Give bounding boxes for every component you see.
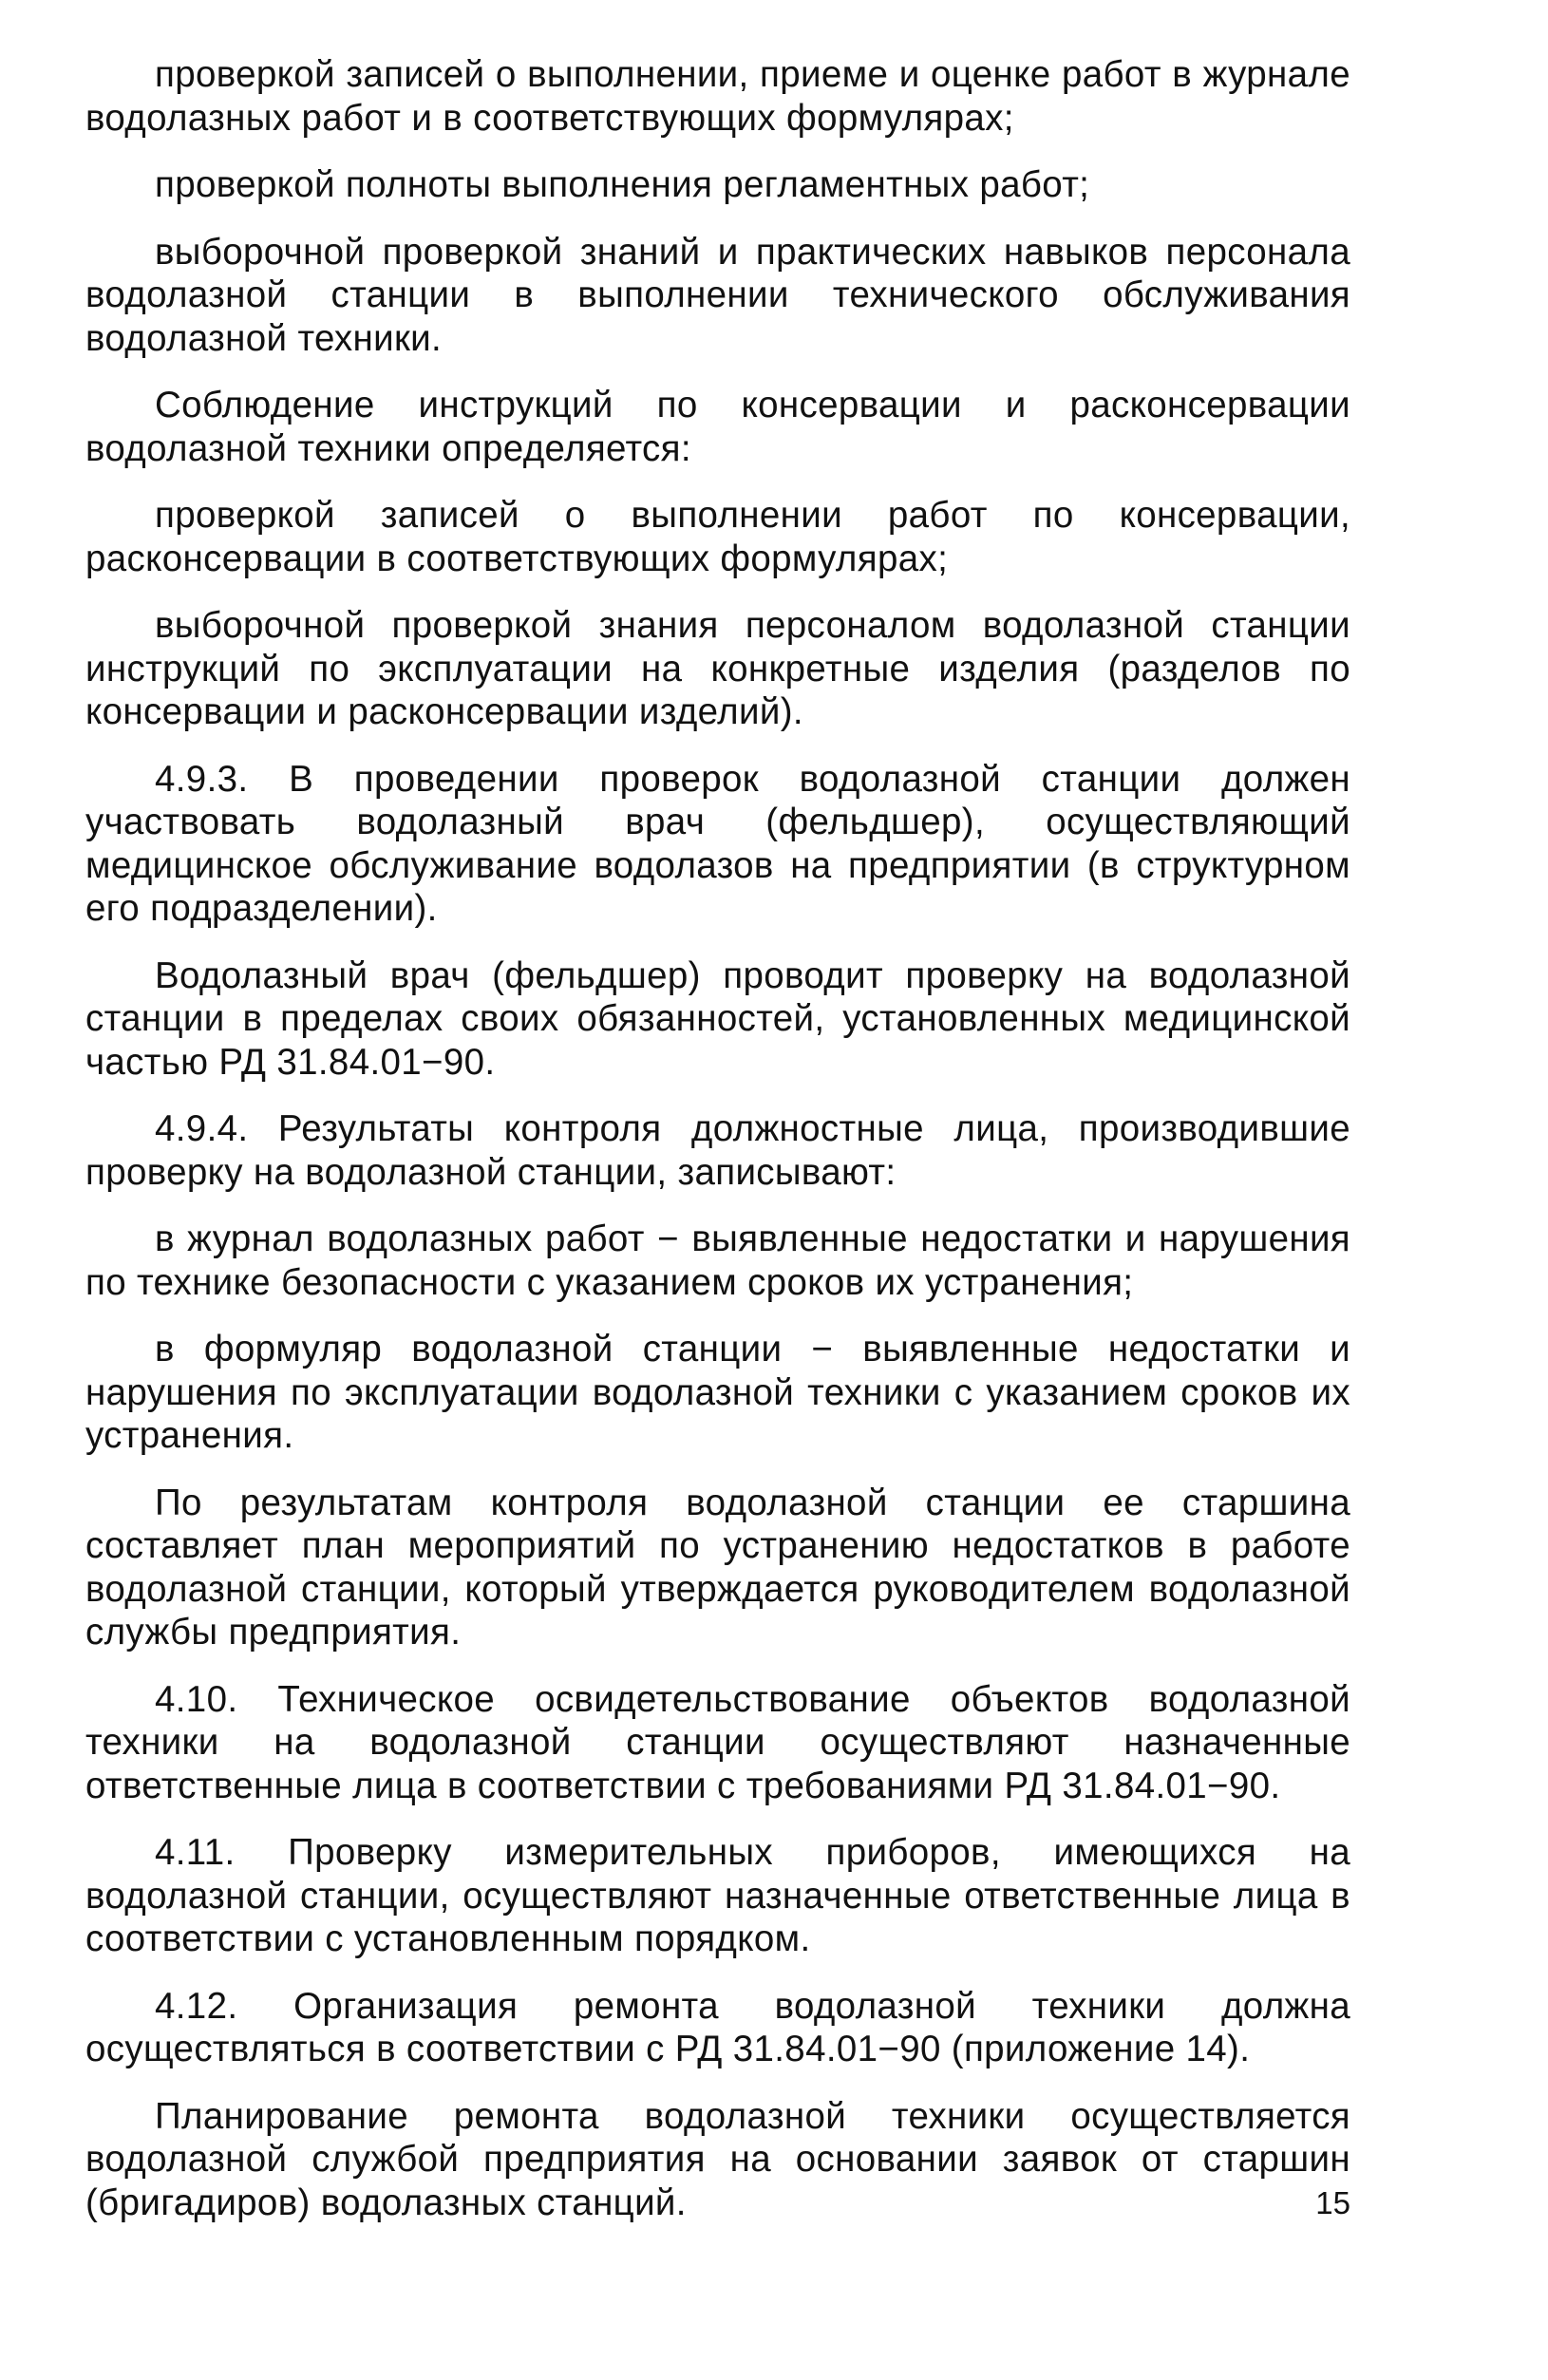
paragraph-4-9-3: 4.9.3. В проведении проверок водолазной станции должен участвовать водолазный врач (фельдшер), осуществляющий медицинское обслуживание водолазов на предприятии (в структурном его подразделении).: [85, 758, 1350, 929]
paragraph-4-12: 4.12. Организация ремонта водолазной техники должна осуществляться в соответствии с РД 31.84.01−90 (приложение 14).: [85, 1985, 1350, 2069]
paragraph-repair-planning: Планирование ремонта водолазной техники осуществляется водолазной службой предприятия на основании заявок от старшин (бригадиров) водолазных станций.: [85, 2095, 1350, 2223]
paragraph-action-plan: По результатам контроля водолазной станции ее старшина составляет план мероприятий по устранению недостатков в работе водолазной станции, который утверждается руководителем водолазной службы предприятия.: [85, 1482, 1350, 1653]
page-number: 15: [1315, 2185, 1350, 2220]
paragraph-4-9-4: 4.9.4. Результаты контроля должностные лица, производившие проверку на водолазной станции, записывают:: [85, 1108, 1350, 1193]
paragraph-conservation-records: проверкой записей о выполнении работ по консервации, расконсервации в соответствующих формулярах;: [85, 495, 1350, 579]
paragraph-4-10: 4.10. Техническое освидетельствование объектов водолазной техники на водолазной станции осуществляют назначенные ответственные лица в соответствии с требованиями РД 31.84.01−90.: [85, 1678, 1350, 1806]
paragraph-conservation-compliance: Соблюдение инструкций по консервации и расконсервации водолазной техники определяется:: [85, 385, 1350, 469]
paragraph-station-form: в формуляр водолазной станции − выявленные недостатки и нарушения по эксплуатации водолазной техники с указанием сроков их устранения.: [85, 1329, 1350, 1456]
paragraph-check-completeness: проверкой полноты выполнения регламентных работ;: [155, 164, 1090, 205]
paragraph-doctor-check: Водолазный врач (фельдшер) проводит проверку на водолазной станции в пределах своих обязанностей, установленных медицинской частью РД 31.84.01−90.: [85, 954, 1350, 1083]
paragraph-conservation-knowledge: выборочной проверкой знания персоналом водолазной станции инструкций по эксплуатации на конкретные изделия (разделов по консервации и расконсервации изделий).: [85, 605, 1350, 732]
paragraph-check-knowledge: выборочной проверкой знаний и практических навыков персонала водолазной станции в выполнении технического обслуживания водолазной техники.: [85, 231, 1350, 359]
body-text: [85, 53, 1350, 2248]
paragraph-4-11: 4.11. Проверку измерительных приборов, имеющихся на водолазной станции, осуществляют назначенные ответственные лица в соответствии с установленным порядком.: [85, 1832, 1350, 1959]
paragraph-diving-log: в журнал водолазных работ − выявленные недостатки и нарушения по технике безопасности с указанием сроков их устранения;: [85, 1218, 1350, 1303]
paragraph-check-records: проверкой записей о выполнении, приеме и оценке работ в журнале водолазных работ и в соответствующих формулярах;: [85, 54, 1350, 139]
